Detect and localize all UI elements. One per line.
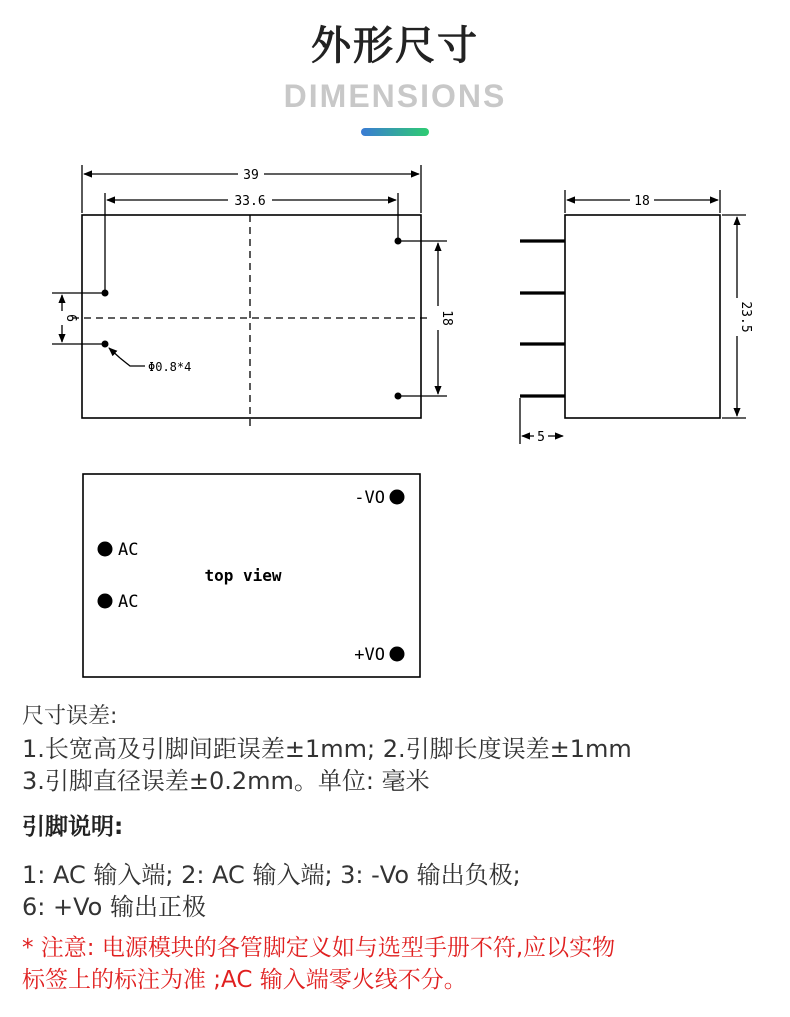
pin-hole: [102, 290, 109, 297]
pin-hole: [395, 238, 402, 245]
pin-vo-pos-label: +VO: [354, 645, 385, 665]
spec-line-2: 3.引脚直径误差±0.2mm。单位: 毫米: [22, 767, 430, 795]
note-line-2: 标签上的标注为准 ;AC 输入端零火线不分。: [22, 967, 467, 993]
pin-dot: [390, 490, 405, 505]
pin-line-2: 6: +Vo 输出正极: [22, 893, 206, 921]
pin-diameter-label: Φ0.8*4: [148, 360, 192, 374]
front-height-label: 18: [439, 310, 454, 326]
side-height-label: 23.5: [738, 301, 753, 333]
pin-ac-1-label: AC: [118, 540, 139, 560]
pin-hole: [395, 393, 402, 400]
spec-line-1: 1.长宽高及引脚间距误差±1mm; 2.引脚长度误差±1mm: [22, 735, 632, 763]
top-view-label: top view: [204, 566, 282, 585]
side-view: [520, 190, 746, 444]
top-view: [83, 474, 420, 677]
side-pins: [520, 241, 565, 396]
front-pitch-label: 33.6: [234, 194, 266, 209]
pin-dot: [390, 647, 405, 662]
pin-hole: [102, 341, 109, 348]
pin-ac-2-label: AC: [118, 592, 139, 612]
page-title: 外形尺寸: [311, 23, 479, 69]
side-depth-label: 18: [634, 194, 650, 209]
page-subtitle: DIMENSIONS: [283, 78, 507, 114]
note-line-1: * 注意: 电源模块的各管脚定义如与选型手册不符,应以实物: [22, 935, 616, 961]
pin-line-1: 1: AC 输入端; 2: AC 输入端; 3: -Vo 输出负极;: [22, 861, 521, 889]
side-pin-length-label: 5: [537, 430, 545, 445]
pin-vo-neg-label: -VO: [354, 488, 385, 508]
spec-heading: 尺寸误差:: [22, 704, 118, 729]
pin-heading: 引脚说明:: [22, 814, 124, 840]
pin-dot: [98, 542, 113, 557]
pin-dot: [98, 594, 113, 609]
front-width-label: 39: [243, 168, 259, 183]
front-pin-gap-label: 6: [63, 314, 78, 322]
